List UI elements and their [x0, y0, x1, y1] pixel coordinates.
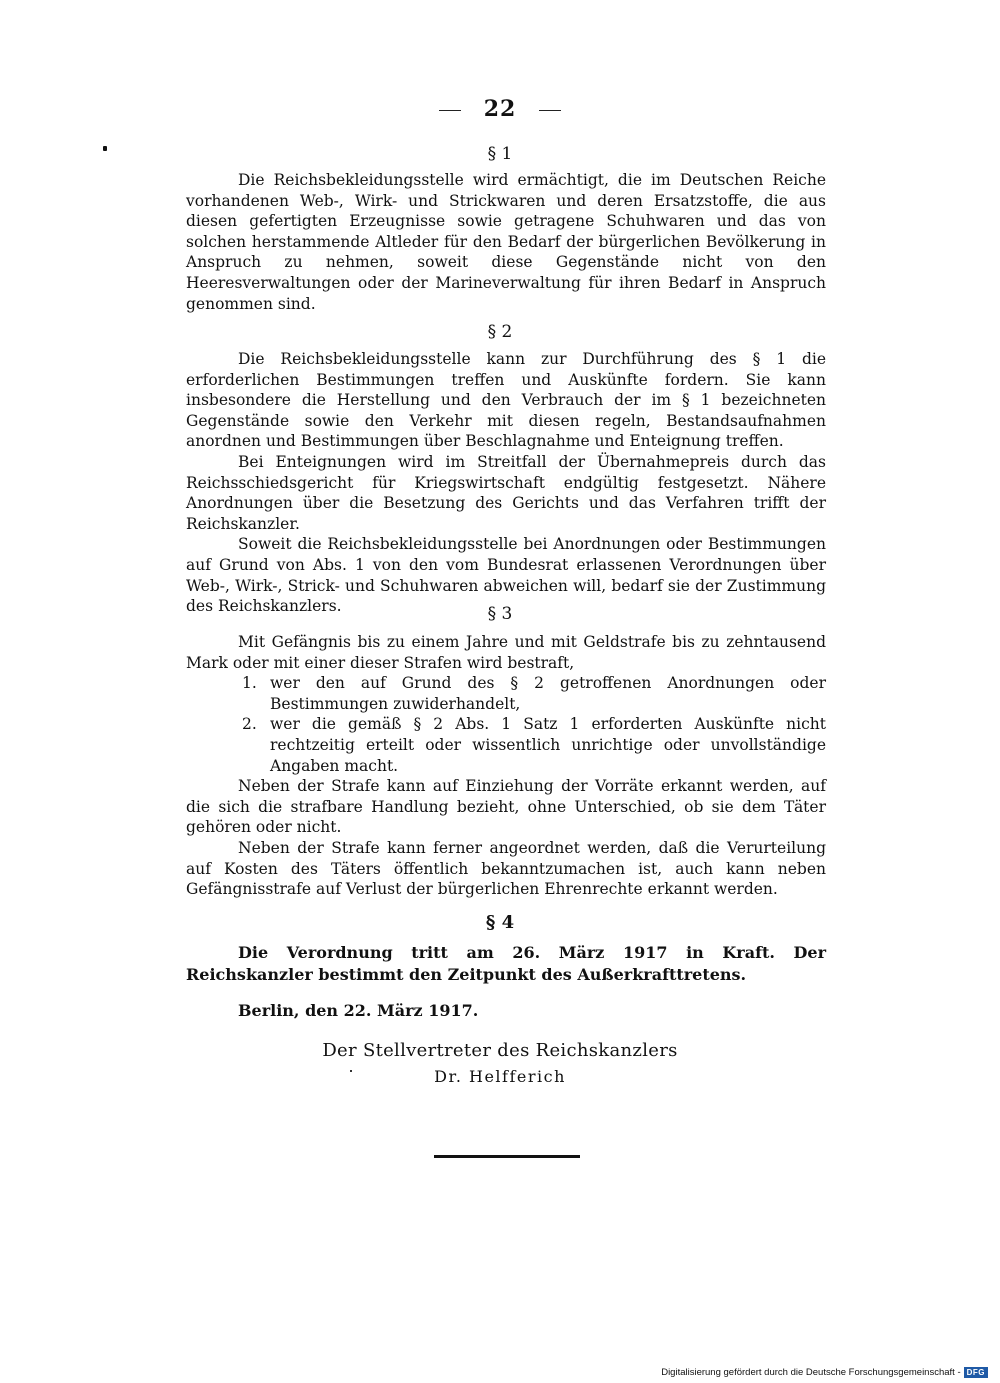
signature-block [0, 1040, 1000, 1086]
section-2-paragraph: Bei Enteignungen wird im Streitfall der Übernahmepreis durch das Reichsschiedsgericht für Kriegswirtschaft endgültig festgesetzt. Nähere Anordnungen über die Besetzung des Gerichts und das Verfahren trifft der Reichskanzler. [186, 452, 826, 533]
section-1-title: § 1 [487, 144, 513, 164]
section-2-paragraph: Die Reichsbekleidungsstelle kann zur Durchführung des § 1 die erforderlichen Bestimmungen treffen und Auskünfte fordern. Sie kann insbesondere die Herstellung und den Verbrauch der im § 1 bezeichneten Gegenstände sowie den Verkehr mit diesen regeln, Bestandsaufnahmen anordnen und Bestimmungen über Beschlagnahme und Enteignung treffen. [186, 350, 826, 451]
section-3-body [186, 632, 826, 900]
list-item-number: 1. [242, 674, 257, 693]
section-1-paragraph: Die Reichsbekleidungsstelle wird ermächtigt, die im Deutschen Reiche vorhandenen Web-, Wirk- und Strickwaren und deren Ersatzstoffe, die aus diesen gefertigten Erzeugnisse sowie getragene Schuhwaren und das von solchen herstammende Altleder für den Bedarf der bürgerlichen Bevölkerung in Anspruch zu nehmen, soweit diese Gegenstände nicht von den Heeresverwaltungen oder der Marineverwaltung für ihren Bedarf in Anspruch genommen sind. [186, 171, 826, 313]
section-2-paragraph: Soweit die Reichsbekleidungsstelle bei Anordnungen oder Bestimmungen auf Grund von Abs. 1 von den vom Bundesrat erlassenen Verordnungen über Web-, Wirk-, Strick- und Schuhwaren abweichen will, bedarf sie der Zustimmung des Reichskanzlers. [186, 535, 826, 616]
section-4-body [186, 942, 826, 1022]
page-header [0, 96, 1000, 122]
digitization-footer [661, 1367, 988, 1378]
date-line: Berlin, den 22. März 1917. [238, 1001, 479, 1020]
section-3-paragraph: Neben der Strafe kann ferner angeordnet werden, daß die Verurteilung auf Kosten des Täters öffentlich bekanntzumachen ist, auch kann neben Gefängnisstrafe auf Verlust der bürgerlichen Ehrenrechte erkannt werden. [186, 838, 826, 899]
section-3-paragraph: Neben der Strafe kann auf Einziehung der Vorräte erkannt werden, auf die sich die strafbare Handlung bezieht, ohne Unterschied, ob sie dem Täter gehören oder nicht. [186, 777, 826, 837]
signature-title: Der Stellvertreter des Reichskanzlers [322, 1040, 678, 1061]
section-2-body [186, 349, 826, 617]
signature-name: Dr. Helfferich [434, 1067, 566, 1086]
section-4-title: § 4 [485, 912, 515, 933]
stray-dot [350, 1070, 352, 1072]
dfg-logo: DFG [964, 1367, 988, 1378]
closing-rule [434, 1155, 580, 1158]
header-dash-left [439, 110, 461, 111]
list-item [186, 714, 826, 776]
section-3-title: § 3 [487, 604, 513, 624]
section-2-title: § 2 [487, 322, 513, 342]
list-item [186, 673, 826, 714]
page-number: 22 [483, 96, 517, 122]
footer-text: Digitalisierung gefördert durch die Deutsche Forschungsgemeinschaft - [661, 1367, 961, 1378]
list-item-text: wer den auf Grund des § 2 getroffenen Anordnungen oder Bestimmungen zuwiderhandelt, [270, 674, 826, 713]
section-3-intro: Mit Gefängnis bis zu einem Jahre und mit Geldstrafe bis zu zehntausend Mark oder mit einer dieser Strafen wird bestraft, [186, 633, 826, 672]
list-item-number: 2. [242, 715, 257, 734]
list-item-text: wer die gemäß § 2 Abs. 1 Satz 1 erforderten Auskünfte nicht rechtzeitig erteilt oder wissentlich unrichtige oder unvollständige Angaben macht. [270, 715, 826, 775]
section-1-body [186, 170, 826, 314]
header-dash-right [539, 110, 561, 111]
section-4-paragraph: Die Verordnung tritt am 26. März 1917 in Kraft. Der Reichskanzler bestimmt den Zeitpunkt des Außerkrafttretens. [186, 943, 826, 984]
